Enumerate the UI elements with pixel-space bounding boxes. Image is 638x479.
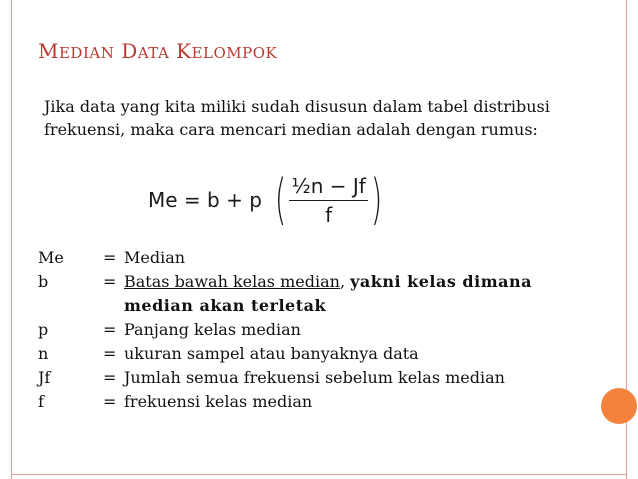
definition-row-p — [38, 318, 598, 342]
equals-sign: = — [103, 344, 117, 363]
bold-explanation: yakni kelas dimana median akan terletak — [124, 272, 532, 315]
definition-text: Median — [124, 248, 186, 267]
title-word-initial: D — [121, 39, 138, 63]
median-formula — [148, 169, 387, 231]
definition-text — [124, 270, 598, 318]
definition-text: Panjang kelas median — [124, 320, 301, 339]
definition-row-b — [38, 270, 598, 318]
title-word-initial: M — [38, 39, 59, 63]
definition-symbol: n — [38, 344, 49, 363]
formula-fraction — [289, 174, 367, 227]
title-word-initial: K — [176, 39, 192, 63]
equals-sign: = — [103, 272, 117, 291]
definition-text: ukuran sampel atau banyaknya data — [124, 344, 419, 363]
equals-sign: = — [103, 248, 117, 267]
definition-row-me — [38, 246, 598, 270]
close-paren: ) — [370, 168, 383, 231]
equals-sign: = — [103, 368, 117, 387]
definition-text: frekuensi kelas median — [124, 392, 313, 411]
title-word-rest: EDIAN — [58, 44, 115, 62]
definition-symbol: f — [38, 392, 44, 411]
definition-text: Jumlah semua frekuensi sebelum kelas median — [124, 368, 505, 387]
title-word-rest: ELOMPOK — [191, 44, 278, 62]
underlined-term: Batas bawah kelas median — [124, 272, 340, 291]
definition-symbol: p — [38, 320, 49, 339]
definition-row-jf — [38, 366, 598, 390]
frame-left-line — [11, 0, 12, 479]
formula-lhs: Me = b + p — [148, 188, 269, 212]
intro-text: Jika data yang kita miliki sudah disusun dalam tabel distribusi frekuensi, maka cara mencari median adalah dengan rumus: — [44, 97, 550, 139]
definition-row-f — [38, 390, 598, 414]
slide-title — [38, 39, 277, 63]
equals-sign: = — [103, 392, 117, 411]
title-word-rest: ATA — [137, 44, 170, 62]
definition-row-n — [38, 342, 598, 366]
comma-separator: , — [339, 272, 351, 291]
accent-circle — [601, 388, 637, 424]
definition-symbol: Jf — [38, 368, 51, 387]
definition-symbol: b — [38, 272, 49, 291]
formula-numerator: ½n − Jf — [289, 174, 367, 201]
definition-symbol: Me — [38, 248, 64, 267]
frame-bottom-line — [11, 474, 627, 475]
open-paren: ( — [275, 168, 287, 231]
formula-denominator: f — [325, 202, 333, 227]
equals-sign: = — [103, 320, 117, 339]
definitions-list — [38, 246, 598, 414]
